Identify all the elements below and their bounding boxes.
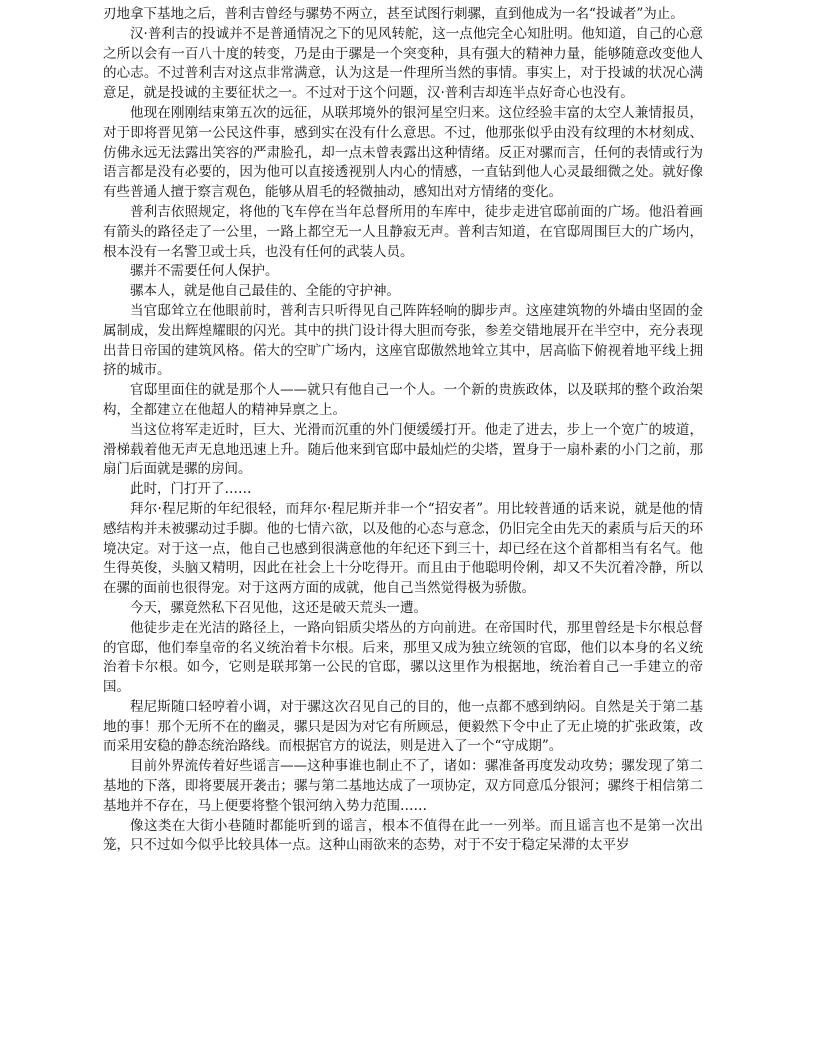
paragraph: 官邸里面住的就是那个人——就只有他自己一个人。一个新的贵族政体，以及联邦的整个政治架构，全都建立在他超人的精神异禀之上。	[103, 382, 703, 418]
paragraph: 刃地拿下基地之后，普利吉曾经与骡势不两立，甚至试图行刺骡，直到他成为一名“投诚者”为止。	[103, 6, 684, 22]
paragraph: 此时，门打开了……	[130, 481, 252, 498]
paragraph: 他徒步走在光洁的路径上，一路向铝质尖塔丛的方向前进。在帝国时代，那里曾经是卡尔根总督的官邸，他们奉皇帝的名义统治着卡尔根。后来，那里又成为独立统领的官邸，他们以本身的名义统治着卡尔根。如今，它则是联邦第一公民的官邸，骡以这里作为根据地，统治着自己一手建立的帝国。	[103, 619, 703, 696]
paragraph: 他现在刚刚结束第五次的远征，从联邦境外的银河星空归来。这位经验丰富的太空人兼情报员，对于即将晋见第一公民这件事，感到实在没有什么意思。不过，他那张似乎由没有纹理的木材刻成、仿佛永远无法露出笑容的严肃脸孔，却一点未曾表露出这种情绪。反正对骡而言，任何的表情或行为语言都是没有必要的，因为他可以直接透视别人内心的情感，一直钻到他人心灵最细微之处。就好像有些普通人擅于察言观色，能够从眉毛的轻微抽动，感知出对方情绪的变化。	[103, 104, 703, 201]
paragraph: 当官邸耸立在他眼前时，普利吉只听得见自己阵阵轻响的脚步声。这座建筑物的外墙由坚固的金属制成，发出辉煌耀眼的闪光。其中的拱门设计得大胆而夸张，参差交错地展开在半空中，充分表现出昔日帝国的建筑风格。偌大的空旷广场内，这座官邸傲然地耸立其中，居高临下俯视着地平线上拥挤的城市。	[103, 302, 703, 379]
paragraph: 像这类在大街小巷随时都能听到的谣言，根本不值得在此一一列举。而且谣言也不是第一次出笼，只不过如今似乎比较具体一点。这种山雨欲来的态势，对于不安于稳定呆滞的太平岁	[103, 817, 703, 854]
paragraph: 程尼斯随口轻哼着小调，对于骡这次召见自己的目的，他一点都不感到纳闷。自然是关于第二基地的事！那个无所不在的幽灵，骡只是因为对它有所顾忌，便毅然下令中止了无止境的扩张政策，改而采用安稳的静态统治路线。而根据官方的说法，则是进入了一个“守成期”。	[103, 698, 703, 755]
paragraph: 骡本人，就是他自己最佳的、全能的守护神。	[130, 283, 400, 300]
paragraph: 骡并不需要任何人保护。	[130, 263, 279, 280]
paragraph: 汉·普利吉的投诚并不是普通情况之下的见风转舵，这一点他完全心知肚明。他知道，自己的心意之所以会有一百八十度的转变，乃是由于骡是一个突变种，具有强大的精神力量，能够随意改变他人的心志。不过普利吉对这点非常满意，认为这是一件理所当然的事情。事实上，对于投诚的状况心满意足，就是投诚的主要征状之一。不过对于这个问题，汉·普利吉却连半点好奇心也没有。	[103, 25, 703, 102]
paragraph: 目前外界流传着好些谣言——这种事谁也制止不了，诸如：骡准备再度发动攻势；骡发现了第二基地的下落，即将要展开袭击；骡与第二基地达成了一项协定，双方同意瓜分银河；骡终于相信第二基地并不存在，马上便要将整个银河纳入势力范围……	[103, 758, 703, 814]
paragraph: 普利吉依照规定，将他的飞车停在当年总督所用的车库中，徒步走进官邸前面的广场。他沿着画有箭头的路径走了一公里，一路上都空无一人且静寂无声。普利吉知道，在官邸周围巨大的广场内，根本没有一名警卫或士兵，也没有任何的武装人员。	[103, 203, 703, 260]
paragraph: 当这位将军走近时，巨大、光滑而沉重的外门便缓缓打开。他走了进去，步上一个宽广的坡道，滑梯载着他无声无息地迅速上升。随后他来到官邸中最灿烂的尖塔，置身于一扇朴素的小门之前，那扇门后面就是骡的房间。	[103, 421, 703, 478]
paragraph: 拜尔·程尼斯的年纪很轻，而拜尔·程尼斯并非一个“招安者”。用比较普通的话来说，就是他的情感结构并未被骡动过手脚。他的七情六欲，以及他的心态与意念，仍旧完全由先天的素质与后天的环境决定。对于这一点，他自己也感到很满意他的年纪还下到三十，却已经在这个首都相当有名气。他生得英俊，头脑又精明，因此在社会上十分吃得开。而且由于他聪明伶俐，却又不失沉着冷静，所以在骡的面前也很得宠。对于这两方面的成就，他自己当然觉得极为骄傲。	[103, 500, 703, 597]
document-page	[103, 5, 703, 856]
paragraph: 今天，骡竟然私下召见他，这还是破天荒头一遭。	[130, 599, 427, 616]
